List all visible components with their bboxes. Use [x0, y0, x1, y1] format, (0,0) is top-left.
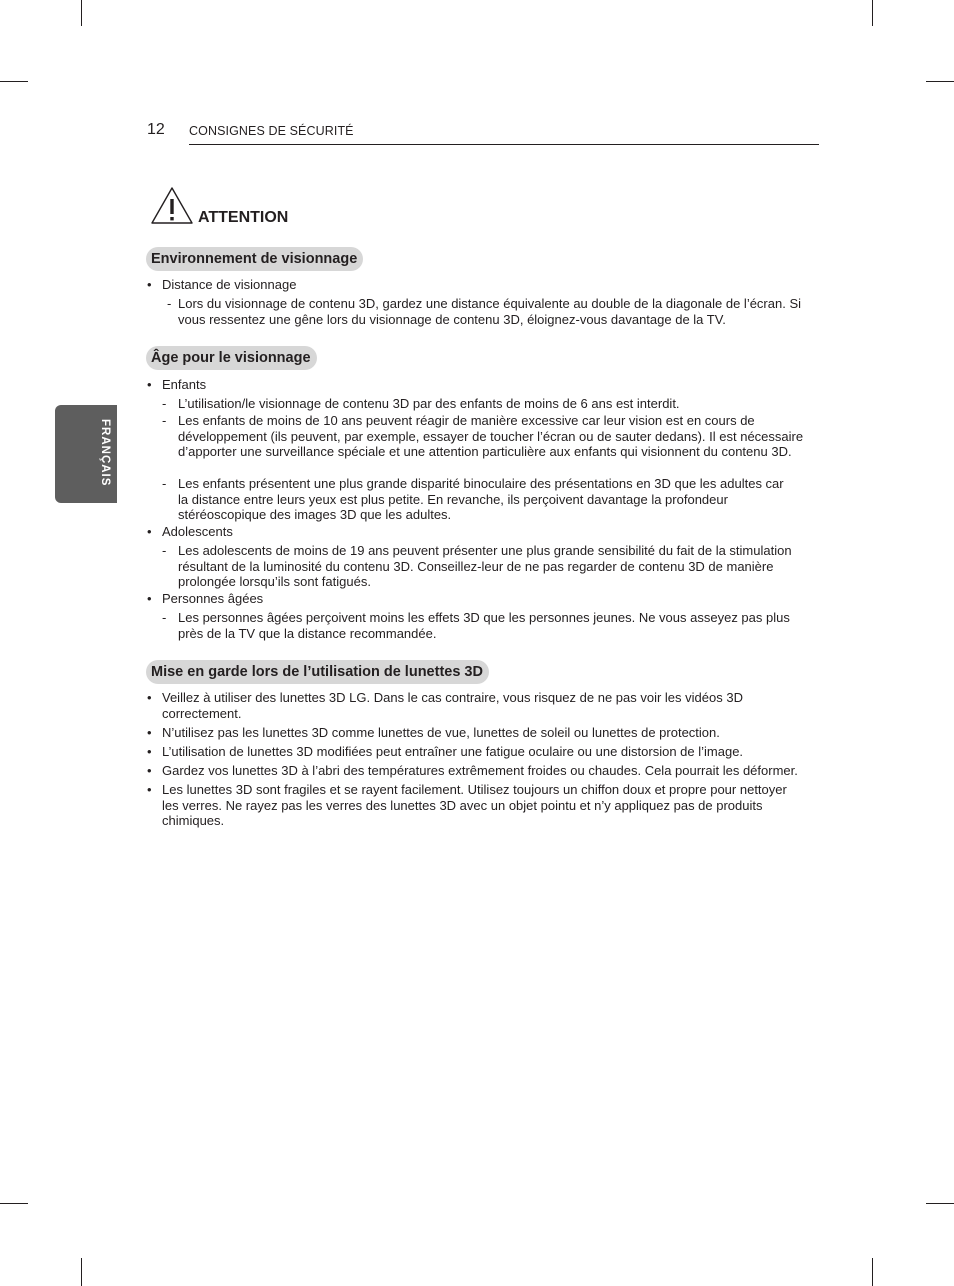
crop-mark: [872, 0, 873, 26]
crop-mark: [81, 1258, 82, 1286]
crop-mark: [81, 0, 82, 26]
bullet: •: [147, 377, 152, 392]
bullet: •: [147, 690, 152, 705]
bullet: •: [147, 524, 152, 539]
list-item: N’utilisez pas les lunettes 3D comme lunettes de vue, lunettes de soleil ou lunettes de protection.: [162, 725, 720, 740]
crop-mark: [926, 81, 954, 82]
language-tab-label: FRANÇAIS: [99, 419, 111, 487]
warning-icon: [150, 186, 194, 226]
sub-list-item: Les adolescents de moins de 19 ans peuvent présenter une plus grande sensibilité du fait de la stimulation résultant de la luminosité du contenu 3D. Conseillez-leur de ne pas regarder de contenu 3D de manière prolongée lorsqu’ils sont fatigués.: [178, 543, 792, 589]
bullet: •: [147, 591, 152, 606]
dash: -: [162, 610, 167, 625]
crop-mark: [926, 1203, 954, 1204]
crop-mark: [0, 1203, 28, 1204]
section-title: CONSIGNES DE SÉCURITÉ: [189, 124, 354, 138]
dash: -: [162, 413, 167, 428]
list-item: Adolescents: [162, 524, 233, 539]
bullet: •: [147, 782, 152, 797]
crop-mark: [872, 1258, 873, 1286]
sub-list-item: Les personnes âgées perçoivent moins les effets 3D que les personnes jeunes. Ne vous asseyez pas plus près de la TV que la distance recommandée.: [178, 610, 790, 641]
dash: -: [162, 476, 167, 491]
page-header: [147, 120, 819, 145]
page-number: 12: [147, 121, 165, 138]
attention-label: ATTENTION: [198, 209, 289, 226]
dash: -: [167, 296, 172, 311]
bullet: •: [147, 725, 152, 740]
sub-list-item: L’utilisation/le visionnage de contenu 3D par des enfants de moins de 6 ans est interdit.: [178, 396, 680, 411]
list-item: L’utilisation de lunettes 3D modifiées peut entraîner une fatigue oculaire ou une distorsion de l’image.: [162, 744, 744, 759]
list-item: Distance de visionnage: [162, 277, 297, 292]
list-item: Personnes âgées: [162, 591, 264, 606]
sub-list-item: Les enfants de moins de 10 ans peuvent réagir de manière excessive car leur vision est en cours de développement (ils peuvent, par exemple, essayer de toucher l’écran ou de sauter dedans). Il est nécessaire d’apporter une surveillance spéciale et une attention particulière aux enfants qui visionnent du contenu 3D.: [178, 413, 804, 459]
bullet: •: [147, 744, 152, 759]
list-item: Enfants: [162, 377, 207, 392]
language-tab: [55, 405, 117, 503]
list-item: Gardez vos lunettes 3D à l’abri des températures extrêmement froides ou chaudes. Cela pourrait les déformer.: [162, 763, 798, 778]
dash: -: [162, 396, 167, 411]
section-heading-3d-glasses-warning: Mise en garde lors de l’utilisation de lunettes 3D: [146, 660, 489, 684]
dash: -: [162, 543, 167, 558]
section-heading-viewing-age: Âge pour le visionnage: [146, 346, 317, 370]
list-item: Les lunettes 3D sont fragiles et se rayent facilement. Utilisez toujours un chiffon doux et propre pour nettoyer les verres. Ne rayez pas les verres des lunettes 3D avec un objet pointu et n’y appliquez pas de produits chimiques.: [162, 782, 787, 828]
bullet: •: [147, 277, 152, 292]
crop-mark: [0, 81, 28, 82]
bullet: •: [147, 763, 152, 778]
sub-list-item: Les enfants présentent une plus grande disparité binoculaire des présentations en 3D que les adultes car la distance entre leurs yeux est plus petite. En revanche, ils perçoivent davantage la profondeur stéréoscopique des images 3D que les adultes.: [178, 476, 784, 522]
list-item: Veillez à utiliser des lunettes 3D LG. Dans le cas contraire, vous risquez de ne pas voir les vidéos 3D correctement.: [162, 690, 743, 721]
section-heading-viewing-environment: Environnement de visionnage: [146, 247, 363, 271]
sub-list-item: Lors du visionnage de contenu 3D, gardez une distance équivalente au double de la diagonale de l’écran. Si vous ressentez une gêne lors du visionnage de contenu 3D, éloignez-vous davantage de la TV.: [178, 296, 802, 327]
header-rule: [189, 144, 819, 145]
